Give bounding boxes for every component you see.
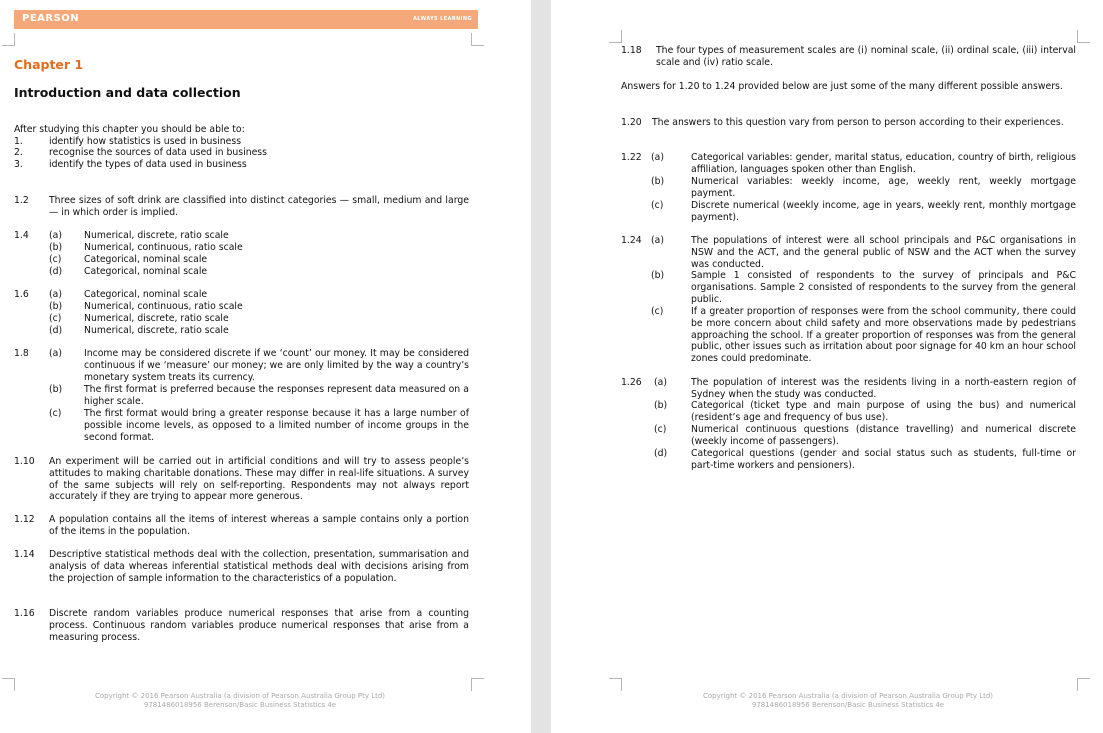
part-text: If a greater proportion of responses were from the school community, there could be more concern about child safety and more observations made by pedestrians approaching the school. If a greater proportion of responses was from the general public, other issues such as irritation about poor signage for 40 km an hour school zones could predominate. (691, 306, 1076, 365)
intro-lead: After studying this chapter you should be able to: (14, 124, 245, 135)
part-text: Categorical questions (gender and social status such as students, full-time or part-time workers and pensioners). (691, 448, 1076, 471)
part-text: The first format would bring a greater response because it has a large number of possible income levels, as opposed to a limited number of income groups in the second format. (84, 408, 469, 443)
answer-text: Three sizes of soft drink are classified into distinct categories — small, medium and large — in which order is implied. (49, 195, 469, 218)
footer-isbn: 9781486018956 Berenson/Basic Business Statistics 4e (143, 701, 337, 709)
part-label: (d) (49, 325, 63, 336)
answers-note: Answers for 1.20 to 1.24 provided below are just some of the many different possible answers. (621, 81, 1063, 92)
answer-text: A population contains all the items of interest whereas a sample contains only a portion of the items in the population. (49, 514, 469, 537)
objective-text: recognise the sources of data used in business (49, 147, 267, 158)
part-label: (a) (49, 348, 62, 359)
part-text: The populations of interest were all school principals and P&C organisations in NSW and the ACT, and the general public of NSW and the ACT when the survey was conducted. (691, 235, 1076, 270)
footer-isbn: 9781486018956 Berenson/Basic Business Statistics 4e (751, 701, 945, 709)
answer-text: Descriptive statistical methods deal with the collection, presentation, summarisation and analysis of data whereas inferential statistical methods deal with decisions arising from the projection of sample information to the characteristics of a population. (49, 549, 469, 584)
question-number: 1.26 (621, 377, 642, 388)
part-text: Income may be considered discrete if we ‘count’ our money. It may be considered continuous if we ‘measure’ our money; we are only limited by the way a country’s monetary system treats its currency. (84, 348, 469, 383)
left-page (0, 0, 531, 733)
question-number: 1.18 (621, 45, 642, 56)
page-footer (40, 692, 440, 710)
question-number: 1.2 (14, 195, 29, 206)
chapter-title: Introduction and data collection (14, 85, 241, 100)
part-text: The first format is preferred because the responses represent data measured on a higher scale. (84, 384, 469, 407)
part-label: (c) (49, 254, 62, 265)
objective-text: identify how statistics is used in business (49, 136, 242, 147)
question-number: 1.4 (14, 230, 29, 241)
objective-number: 2. (14, 147, 23, 158)
margin-corner-mark (2, 33, 15, 46)
part-text: Numerical, continuous, ratio scale (84, 301, 243, 312)
question-number: 1.22 (621, 152, 642, 163)
question-number: 1.6 (14, 289, 29, 300)
question-number: 1.24 (621, 235, 642, 246)
part-label: (b) (651, 176, 665, 187)
part-label: (a) (49, 230, 62, 241)
part-text: Numerical, continuous, ratio scale (84, 242, 243, 253)
part-text: Discrete numerical (weekly income, age in years, weekly rent, monthly mortgage payment). (691, 200, 1076, 223)
part-text: Categorical (ticket type and main purpose of using the bus) and numerical (resident’s age and frequency of bus use). (691, 400, 1076, 423)
answer-text: The answers to this question vary from person to person according to their experiences. (652, 117, 1064, 128)
part-text: Categorical, nominal scale (84, 266, 208, 277)
question-number: 1.10 (14, 456, 35, 467)
part-label: (d) (49, 266, 63, 277)
publisher-tagline: ALWAYS LEARNING (413, 16, 472, 22)
margin-corner-mark (471, 678, 484, 691)
page-footer (648, 692, 1048, 710)
part-text: Numerical, discrete, ratio scale (84, 313, 229, 324)
publisher-header-bar (14, 10, 478, 29)
margin-corner-mark (1077, 678, 1090, 691)
part-label: (b) (654, 400, 668, 411)
question-number: 1.12 (14, 514, 35, 525)
footer-copyright: Copyright © 2016 Pearson Australia (a division of Pearson Australia Group Pty Ltd) (702, 692, 994, 700)
part-text: Numerical, discrete, ratio scale (84, 325, 229, 336)
part-label: (a) (651, 235, 664, 246)
part-label: (a) (654, 377, 667, 388)
part-label: (c) (651, 306, 664, 317)
part-label: (c) (651, 200, 664, 211)
objective-text: identify the types of data used in business (49, 159, 247, 170)
question-number: 1.8 (14, 348, 29, 359)
part-text: Sample 1 consisted of respondents to the survey of principals and P&C organisations. Sample 2 consisted of respondents to the survey from the general public. (691, 270, 1076, 305)
part-text: Categorical, nominal scale (84, 289, 208, 300)
part-label: (a) (651, 152, 664, 163)
part-text: Numerical, discrete, ratio scale (84, 230, 229, 241)
part-label: (b) (49, 242, 63, 253)
answer-text: An experiment will be carried out in artificial conditions and will try to assess people’s attitudes to making charitable donations. These may differ in real-life situations. A survey of the same subjects will rely on self-reporting. Respondents may not always report accurately if they are trying to appear more generous. (49, 456, 469, 503)
publisher-logo: PEARSON (22, 13, 80, 24)
part-label: (a) (49, 289, 62, 300)
chapter-label: Chapter 1 (14, 57, 84, 72)
margin-corner-mark (2, 678, 15, 691)
part-text: Categorical, nominal scale (84, 254, 208, 265)
footer-copyright: Copyright © 2016 Pearson Australia (a division of Pearson Australia Group Pty Ltd) (94, 692, 386, 700)
part-label: (c) (49, 313, 62, 324)
answer-text: The four types of measurement scales are (i) nominal scale, (ii) ordinal scale, (iii) interval scale and (iv) ratio scale. (656, 45, 1076, 68)
part-label: (b) (49, 384, 63, 395)
margin-corner-mark (609, 30, 622, 43)
part-text: The population of interest was the residents living in a north-eastern region of Sydney when the study was conducted. (691, 377, 1076, 400)
part-text: Numerical continuous questions (distance travelling) and numerical discrete (weekly income of passengers). (691, 424, 1076, 447)
margin-corner-mark (1077, 30, 1090, 43)
margin-corner-mark (609, 678, 622, 691)
part-label: (d) (654, 448, 668, 459)
part-text: Numerical variables: weekly income, age, weekly rent, weekly mortgage payment. (691, 176, 1076, 199)
answer-text: Discrete random variables produce numerical responses that arise from a counting process. Continuous random variables produce numerical responses that arise from a measuring process. (49, 608, 469, 643)
page-gap (531, 0, 551, 733)
question-number: 1.16 (14, 608, 35, 619)
question-number: 1.14 (14, 549, 35, 560)
objective-number: 1. (14, 136, 23, 147)
objective-number: 3. (14, 159, 23, 170)
part-label: (c) (654, 424, 667, 435)
part-label: (b) (49, 301, 63, 312)
question-number: 1.20 (621, 117, 642, 128)
part-label: (b) (651, 270, 665, 281)
margin-corner-mark (471, 33, 484, 46)
right-page (551, 0, 1103, 733)
part-text: Categorical variables: gender, marital status, education, country of birth, religious affiliation, languages spoken other than English. (691, 152, 1076, 175)
part-label: (c) (49, 408, 62, 419)
